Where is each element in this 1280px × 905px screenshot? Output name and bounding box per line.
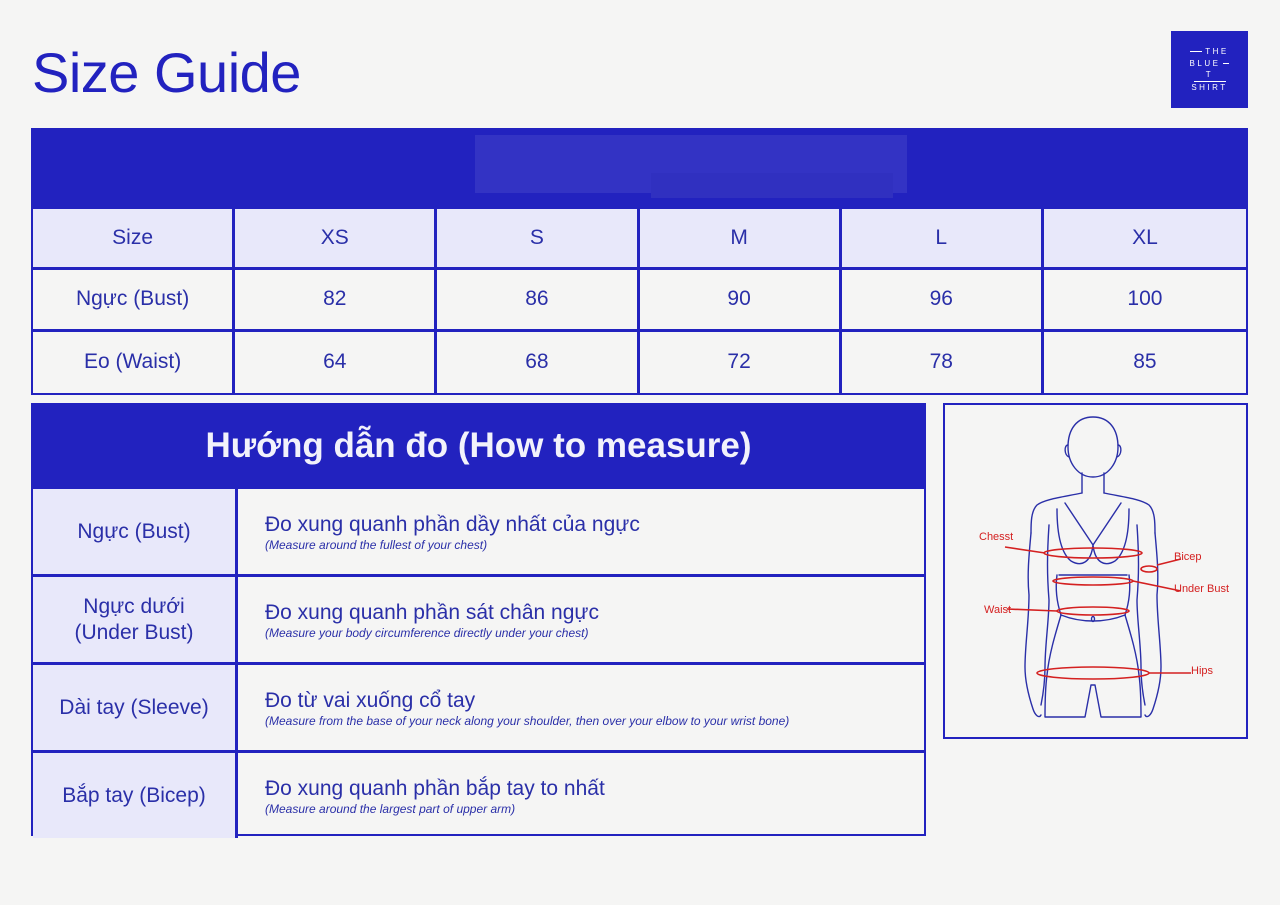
- measure-instruction-en: (Measure around the largest part of upper arm): [265, 802, 516, 816]
- size-value-cell: 96: [842, 270, 1044, 331]
- measure-row-description: [238, 665, 924, 750]
- measure-title: Hướng dẫn đo (How to measure): [33, 405, 924, 486]
- measure-row-label: Bắp tay (Bicep): [33, 753, 238, 838]
- measure-row: [33, 574, 924, 662]
- size-value-cell: 64: [235, 332, 437, 393]
- size-header-cell: L: [842, 209, 1044, 270]
- waist-annotation: Waist: [984, 604, 1012, 616]
- body-outline-illustration: [945, 405, 1246, 737]
- size-header-cell: XS: [235, 209, 437, 270]
- measure-table: [31, 403, 926, 836]
- size-row-label: Eo (Waist): [33, 332, 235, 393]
- under-bust-annotation: Under Bust: [1174, 583, 1230, 595]
- size-value-cell: 72: [640, 332, 842, 393]
- measure-row-label: Dài tay (Sleeve): [33, 665, 238, 750]
- measure-instruction-vi: Đo từ vai xuống cổ tay: [265, 689, 476, 712]
- size-header-cell: M: [640, 209, 842, 270]
- measurement-figure: [943, 403, 1248, 739]
- size-row-label: Ngực (Bust): [33, 270, 235, 331]
- chest-annotation: Chesst: [979, 531, 1014, 543]
- measure-instruction-en: (Measure your body circumference directly under your chest): [265, 626, 589, 640]
- redacted-block: [651, 173, 893, 198]
- measure-row: [33, 750, 924, 838]
- hips-annotation: Hips: [1191, 665, 1214, 677]
- measure-row: [33, 662, 924, 750]
- bicep-annotation: Bicep: [1174, 551, 1202, 563]
- size-value-cell: 82: [235, 270, 437, 331]
- size-value-cell: 78: [842, 332, 1044, 393]
- size-value-cell: 86: [437, 270, 639, 331]
- measure-row-description: [238, 489, 924, 574]
- measure-instruction-en: (Measure around the fullest of your chest): [265, 538, 488, 552]
- size-value-cell: 85: [1133, 350, 1157, 374]
- measure-instruction-vi: Đo xung quanh phần dầy nhất của ngực: [265, 513, 640, 536]
- size-header-cell: S: [437, 209, 639, 270]
- measure-row: [33, 486, 924, 574]
- measure-row-label: Ngực dưới (Under Bust): [33, 577, 238, 662]
- size-header-cell: XL: [1044, 209, 1246, 270]
- measure-row-label: Ngực (Bust): [33, 489, 238, 574]
- brand-logo: THE BLUE T SHIRT: [1171, 31, 1248, 108]
- measure-row-description: [238, 577, 924, 662]
- measure-instruction-en: (Measure from the base of your neck along your shoulder, then over your elbow to your wrist bone): [265, 714, 790, 728]
- measure-row-description: [238, 753, 924, 838]
- size-value-cell: 100: [1044, 270, 1246, 331]
- size-table-header-bar: [31, 128, 1248, 209]
- size-table: [31, 209, 1248, 395]
- measure-instruction-vi: Đo xung quanh phần sát chân ngực: [265, 601, 599, 624]
- size-header-cell: Size: [33, 209, 235, 270]
- measure-instruction-vi: Đo xung quanh phần bắp tay to nhất: [265, 777, 605, 800]
- page-title: Size Guide: [32, 41, 301, 104]
- size-value-cell: 68: [437, 332, 639, 393]
- size-value-cell: 90: [640, 270, 842, 331]
